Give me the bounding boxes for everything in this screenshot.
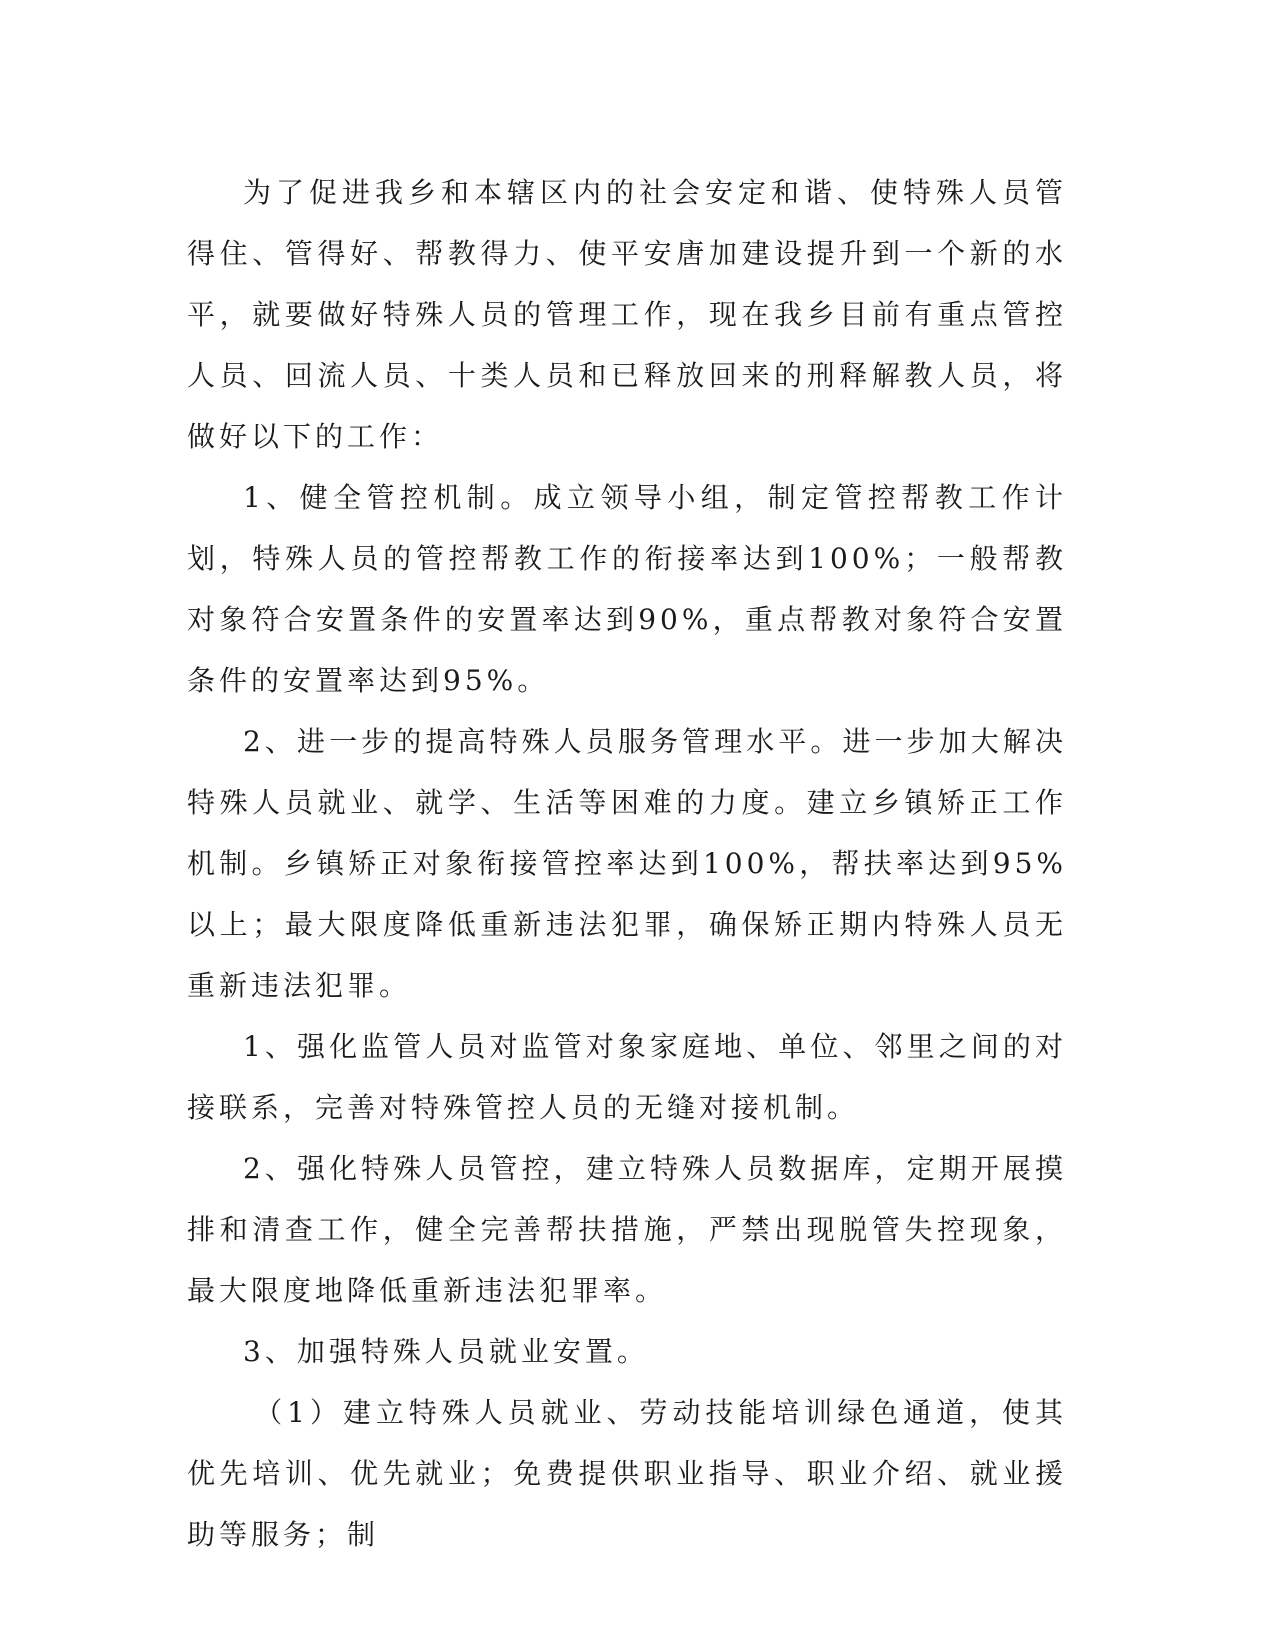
paragraph-item-1-mechanism: 1、健全管控机制。成立领导小组，制定管控帮教工作计划，特殊人员的管控帮教工作的衔接率达到100%；一般帮教对象符合安置条件的安置率达到90%，重点帮教对象符合安置条件的安置率达到95%。 [187,481,1067,697]
paragraph-sub-item-1: （1）建立特殊人员就业、劳动技能培训绿色通道，使其优先培训、优先就业；免费提供职业指导、职业介绍、就业援助等服务；制 [187,1396,1067,1551]
paragraph-intro: 为了促进我乡和本辖区内的社会安定和谐、使特殊人员管得住、管得好、帮教得力、使平安唐加建设提升到一个新的水平，就要做好特殊人员的管理工作，现在我乡目前有重点管控人员、回流人员、十类人员和已释放回来的刑释解教人员，将做好以下的工作： [187,176,1067,453]
paragraph-measure-2: 2、强化特殊人员管控，建立特殊人员数据库，定期开展摸排和清查工作，健全完善帮扶措施，严禁出现脱管失控现象，最大限度地降低重新违法犯罪率。 [187,1152,1067,1307]
document-body [187,162,1067,1565]
paragraph-item-2-service: 2、进一步的提高特殊人员服务管理水平。进一步加大解决特殊人员就业、就学、生活等困难的力度。建立乡镇矫正工作机制。乡镇矫正对象衔接管控率达到100%，帮扶率达到95%以上；最大限度降低重新违法犯罪，确保矫正期内特殊人员无重新违法犯罪。 [187,725,1067,1002]
paragraph-measure-3: 3、加强特殊人员就业安置。 [243,1335,649,1368]
paragraph-measure-1: 1、强化监管人员对监管对象家庭地、单位、邻里之间的对接联系，完善对特殊管控人员的无缝对接机制。 [187,1030,1067,1124]
